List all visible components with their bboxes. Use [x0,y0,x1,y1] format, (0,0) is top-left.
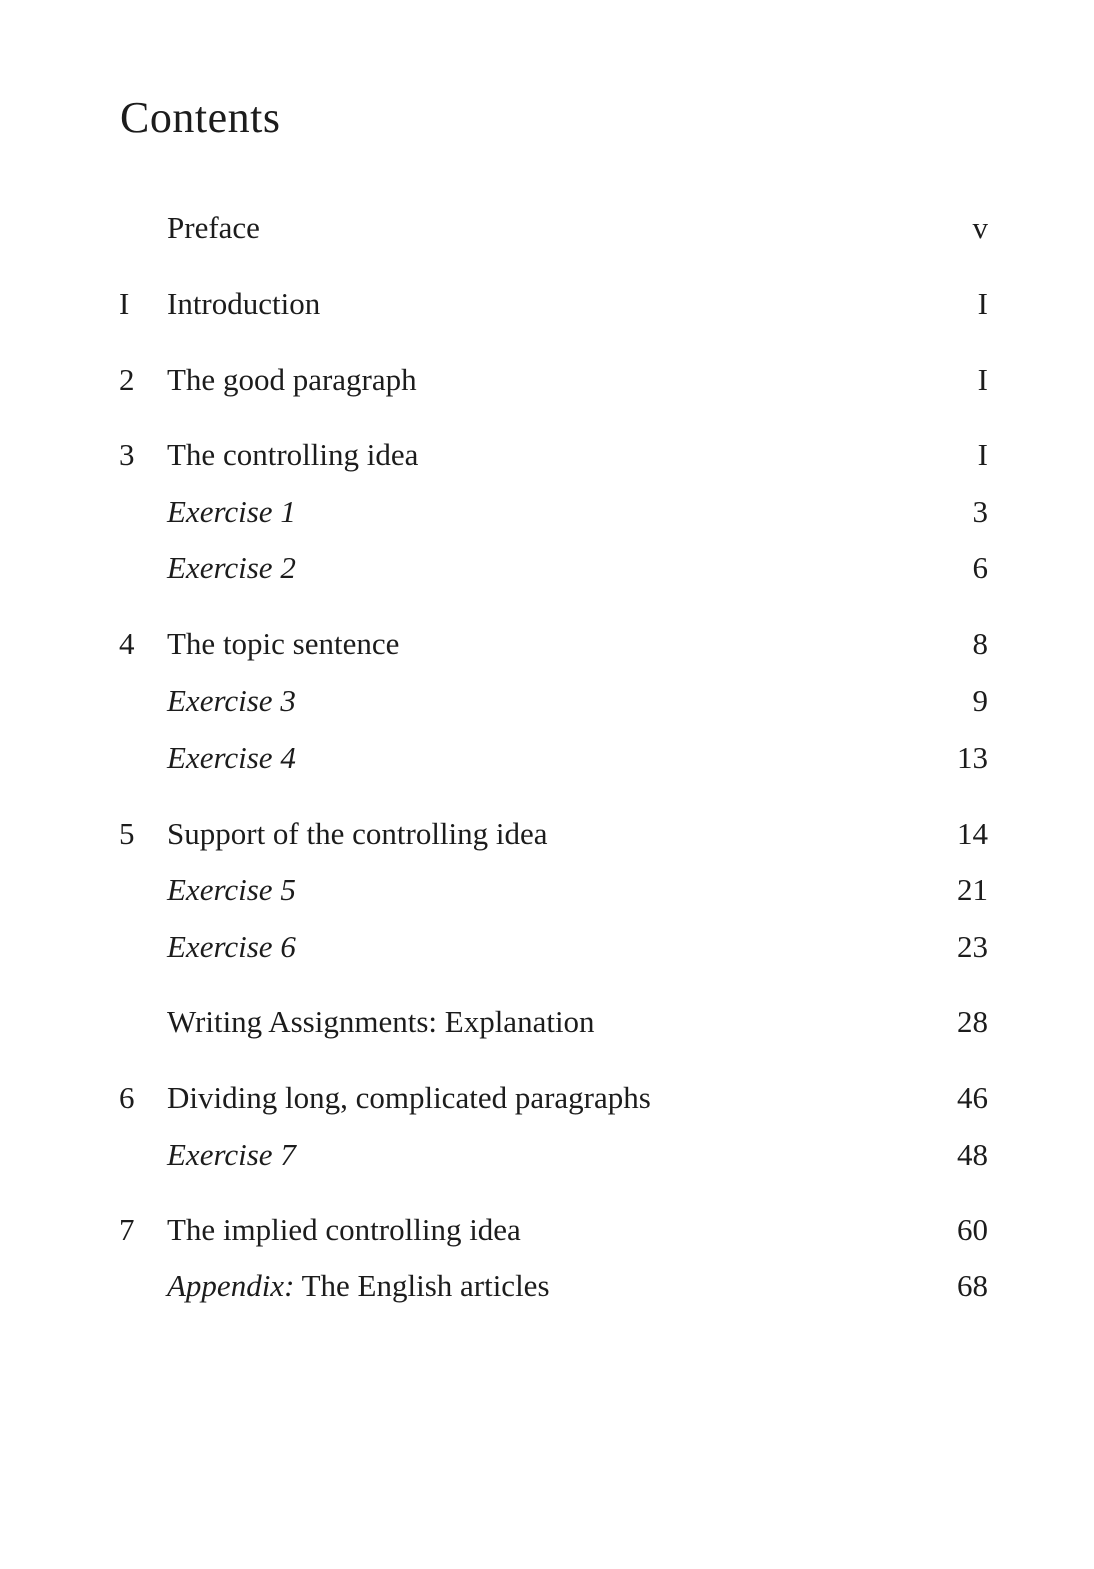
entry-number: 5 [119,816,135,851]
toc-entry-chapter-6 [0,1078,1094,1118]
entry-label: Exercise 5 [167,872,296,907]
entry-label: The topic sentence [167,626,400,661]
toc-entry-preface [0,208,1094,248]
entry-label [167,1266,550,1306]
entry-label: Dividing long, complicated paragraphs [167,1080,651,1115]
toc-entry-chapter-3 [0,435,1094,475]
toc-entry-exercise-4 [0,738,1094,778]
entry-label: Exercise 7 [167,1137,296,1172]
toc-entry-exercise-6 [0,927,1094,967]
entry-page: 60 [957,1212,988,1247]
entry-label: Support of the controlling idea [167,816,548,851]
entry-page: 6 [972,550,988,585]
entry-page: I [977,362,988,397]
entry-page: v [972,210,988,245]
entry-page: 21 [957,872,988,907]
toc-entry-chapter-7 [0,1210,1094,1250]
entry-page: 46 [957,1080,988,1115]
entry-label: Exercise 6 [167,929,296,964]
toc-entry-chapter-2 [0,360,1094,400]
entry-page: 13 [957,740,988,775]
entry-label: Preface [167,210,260,245]
entry-label: Writing Assignments: Explanation [167,1004,595,1039]
toc-entry-exercise-3 [0,681,1094,721]
entry-page: 3 [972,494,988,529]
entry-page: 28 [957,1004,988,1039]
entry-page: 48 [957,1137,988,1172]
entry-label: The good paragraph [167,362,417,397]
entry-number: I [119,286,130,321]
entry-page: I [977,286,988,321]
entry-number: 4 [119,626,135,661]
toc-entry-exercise-1 [0,492,1094,532]
entry-page: 8 [972,626,988,661]
entry-page: I [977,437,988,472]
entry-label: The controlling idea [167,437,419,472]
appendix-title: The English articles [294,1268,550,1303]
toc-entry-appendix [0,1266,1094,1306]
entry-number: 2 [119,362,135,397]
entry-label: The implied controlling idea [167,1212,521,1247]
entry-number: 6 [119,1080,135,1115]
toc-entry-chapter-1 [0,284,1094,324]
toc-entry-chapter-5 [0,814,1094,854]
page-title: Contents [120,93,281,142]
toc-entry-writing-assignments [0,1002,1094,1042]
toc-entry-chapter-4 [0,624,1094,664]
entry-label: Exercise 4 [167,740,296,775]
entry-number: 7 [119,1212,135,1247]
entry-page: 68 [957,1268,988,1303]
entry-page: 14 [957,816,988,851]
entry-label: Introduction [167,286,321,321]
entry-number: 3 [119,437,135,472]
appendix-prefix: Appendix: [167,1268,295,1303]
entry-label: Exercise 3 [167,683,296,718]
toc-entry-exercise-5 [0,870,1094,910]
entry-page: 9 [972,683,988,718]
toc-entry-exercise-2 [0,548,1094,588]
entry-label: Exercise 2 [167,550,296,585]
entry-label: Exercise 1 [167,494,296,529]
entry-page: 23 [957,929,988,964]
toc-entry-exercise-7 [0,1135,1094,1175]
